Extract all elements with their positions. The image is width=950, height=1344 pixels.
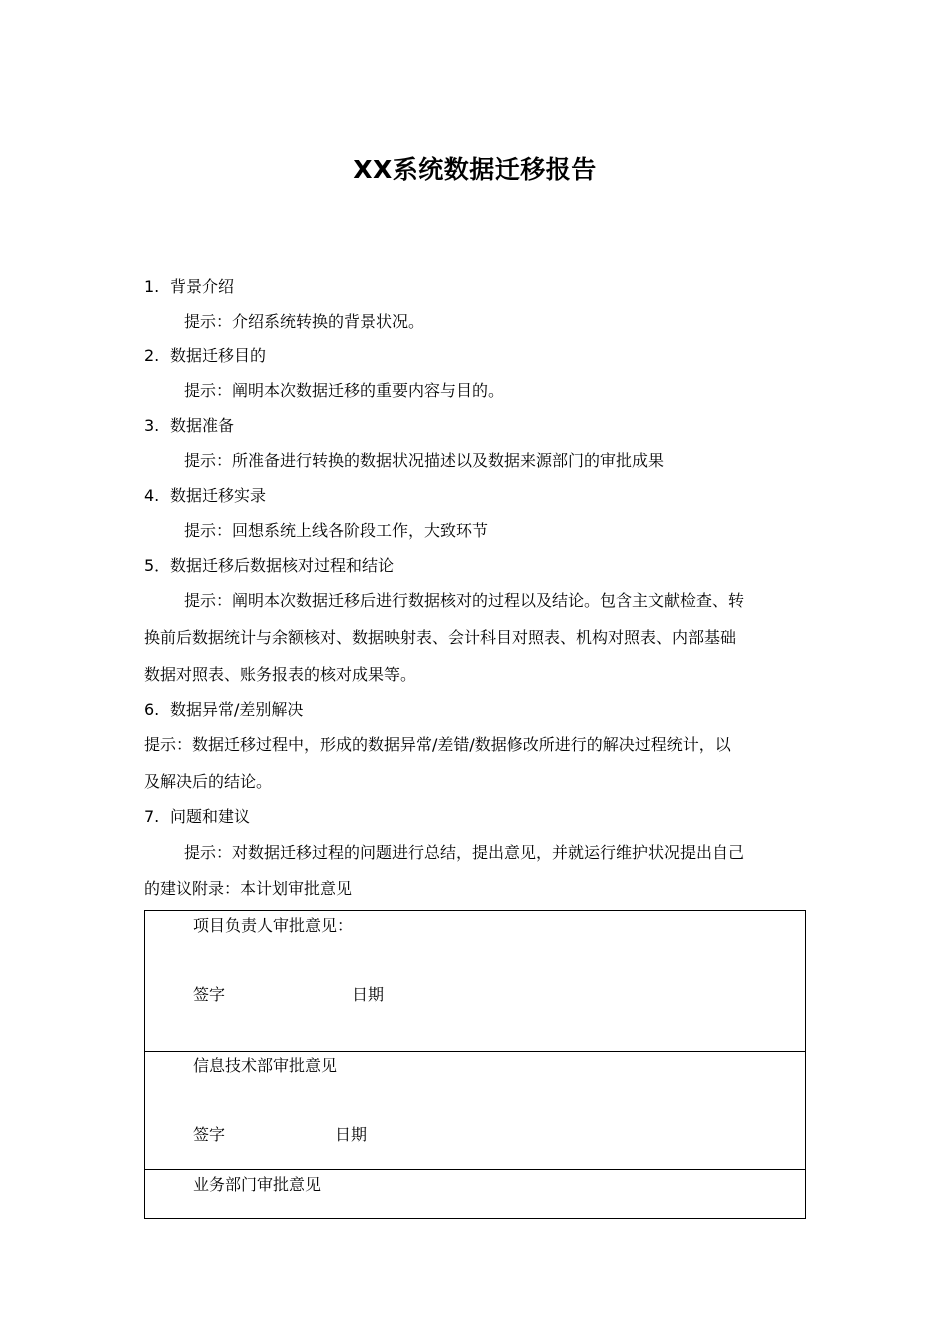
section-number: 5． <box>144 556 171 575</box>
section-heading-7 <box>144 807 250 827</box>
section-number: 7. <box>144 807 160 826</box>
section-heading-6 <box>144 700 303 720</box>
table-row-divider <box>145 1051 805 1052</box>
section-heading-4 <box>144 486 266 506</box>
section-number: 1. <box>144 277 160 296</box>
document-title: XX系统数据迁移报告 <box>353 155 597 184</box>
section-title: 数据迁移后数据核对过程和结论 <box>170 556 395 575</box>
section-title: 问题和建议 <box>170 807 251 826</box>
approval-table <box>144 910 806 1219</box>
section-hint-6-line-1: 提示：数据迁移过程中，形成的数据异常/差错/数据修改所进行的解决过程统计，以 <box>144 735 731 754</box>
section-hint-5-line-3: 数据对照表、账务报表的核对成果等。 <box>144 665 417 684</box>
section-hint-7-line-1: 提示：对数据迁移过程的问题进行总结，提出意见，并就运行维护状况提出自己 <box>184 843 745 862</box>
section-hint-4: 提示：回想系统上线各阶段工作，大致环节 <box>184 521 489 540</box>
section-number: 2. <box>144 346 160 365</box>
table-row-divider <box>145 1169 805 1170</box>
section-hint-3: 提示：所准备进行转换的数据状况描述以及数据来源部门的审批成果 <box>184 451 665 470</box>
section-hint-7-line-2: 的建议附录：本计划审批意见 <box>144 879 353 898</box>
it-dept-sign-label: 签字 <box>193 1125 226 1144</box>
section-hint-5-line-1: 提示：阐明本次数据迁移后进行数据核对的过程以及结论。包含主文献检查、转 <box>184 591 745 610</box>
section-title: 数据迁移实录 <box>170 486 267 505</box>
section-title: 背景介绍 <box>170 277 235 296</box>
section-number: 6. <box>144 700 160 719</box>
section-heading-2 <box>144 346 266 366</box>
section-title: 数据准备 <box>170 416 235 435</box>
it-dept-approval-label: 信息技术部审批意见 <box>193 1056 338 1075</box>
section-heading-1 <box>144 277 234 297</box>
section-hint-6-line-2: 及解决后的结论。 <box>144 772 273 791</box>
section-heading-3 <box>144 416 234 436</box>
project-lead-date-label: 日期 <box>352 985 385 1004</box>
section-hint-2: 提示：阐明本次数据迁移的重要内容与目的。 <box>184 381 505 400</box>
project-lead-sign-label: 签字 <box>193 985 226 1004</box>
section-heading-5 <box>144 556 394 576</box>
section-number: 3. <box>144 416 160 435</box>
section-number: 4. <box>144 486 160 505</box>
section-title: 数据迁移目的 <box>170 346 267 365</box>
project-lead-approval-label: 项目负责人审批意见： <box>193 916 354 935</box>
section-hint-1: 提示：介绍系统转换的背景状况。 <box>184 312 425 331</box>
section-title: 数据异常/差别解决 <box>170 700 304 719</box>
section-hint-5-line-2: 换前后数据统计与余额核对、数据映射表、会计科目对照表、机构对照表、内部基础 <box>144 628 737 647</box>
it-dept-date-label: 日期 <box>335 1125 368 1144</box>
business-dept-approval-label: 业务部门审批意见 <box>193 1175 322 1194</box>
